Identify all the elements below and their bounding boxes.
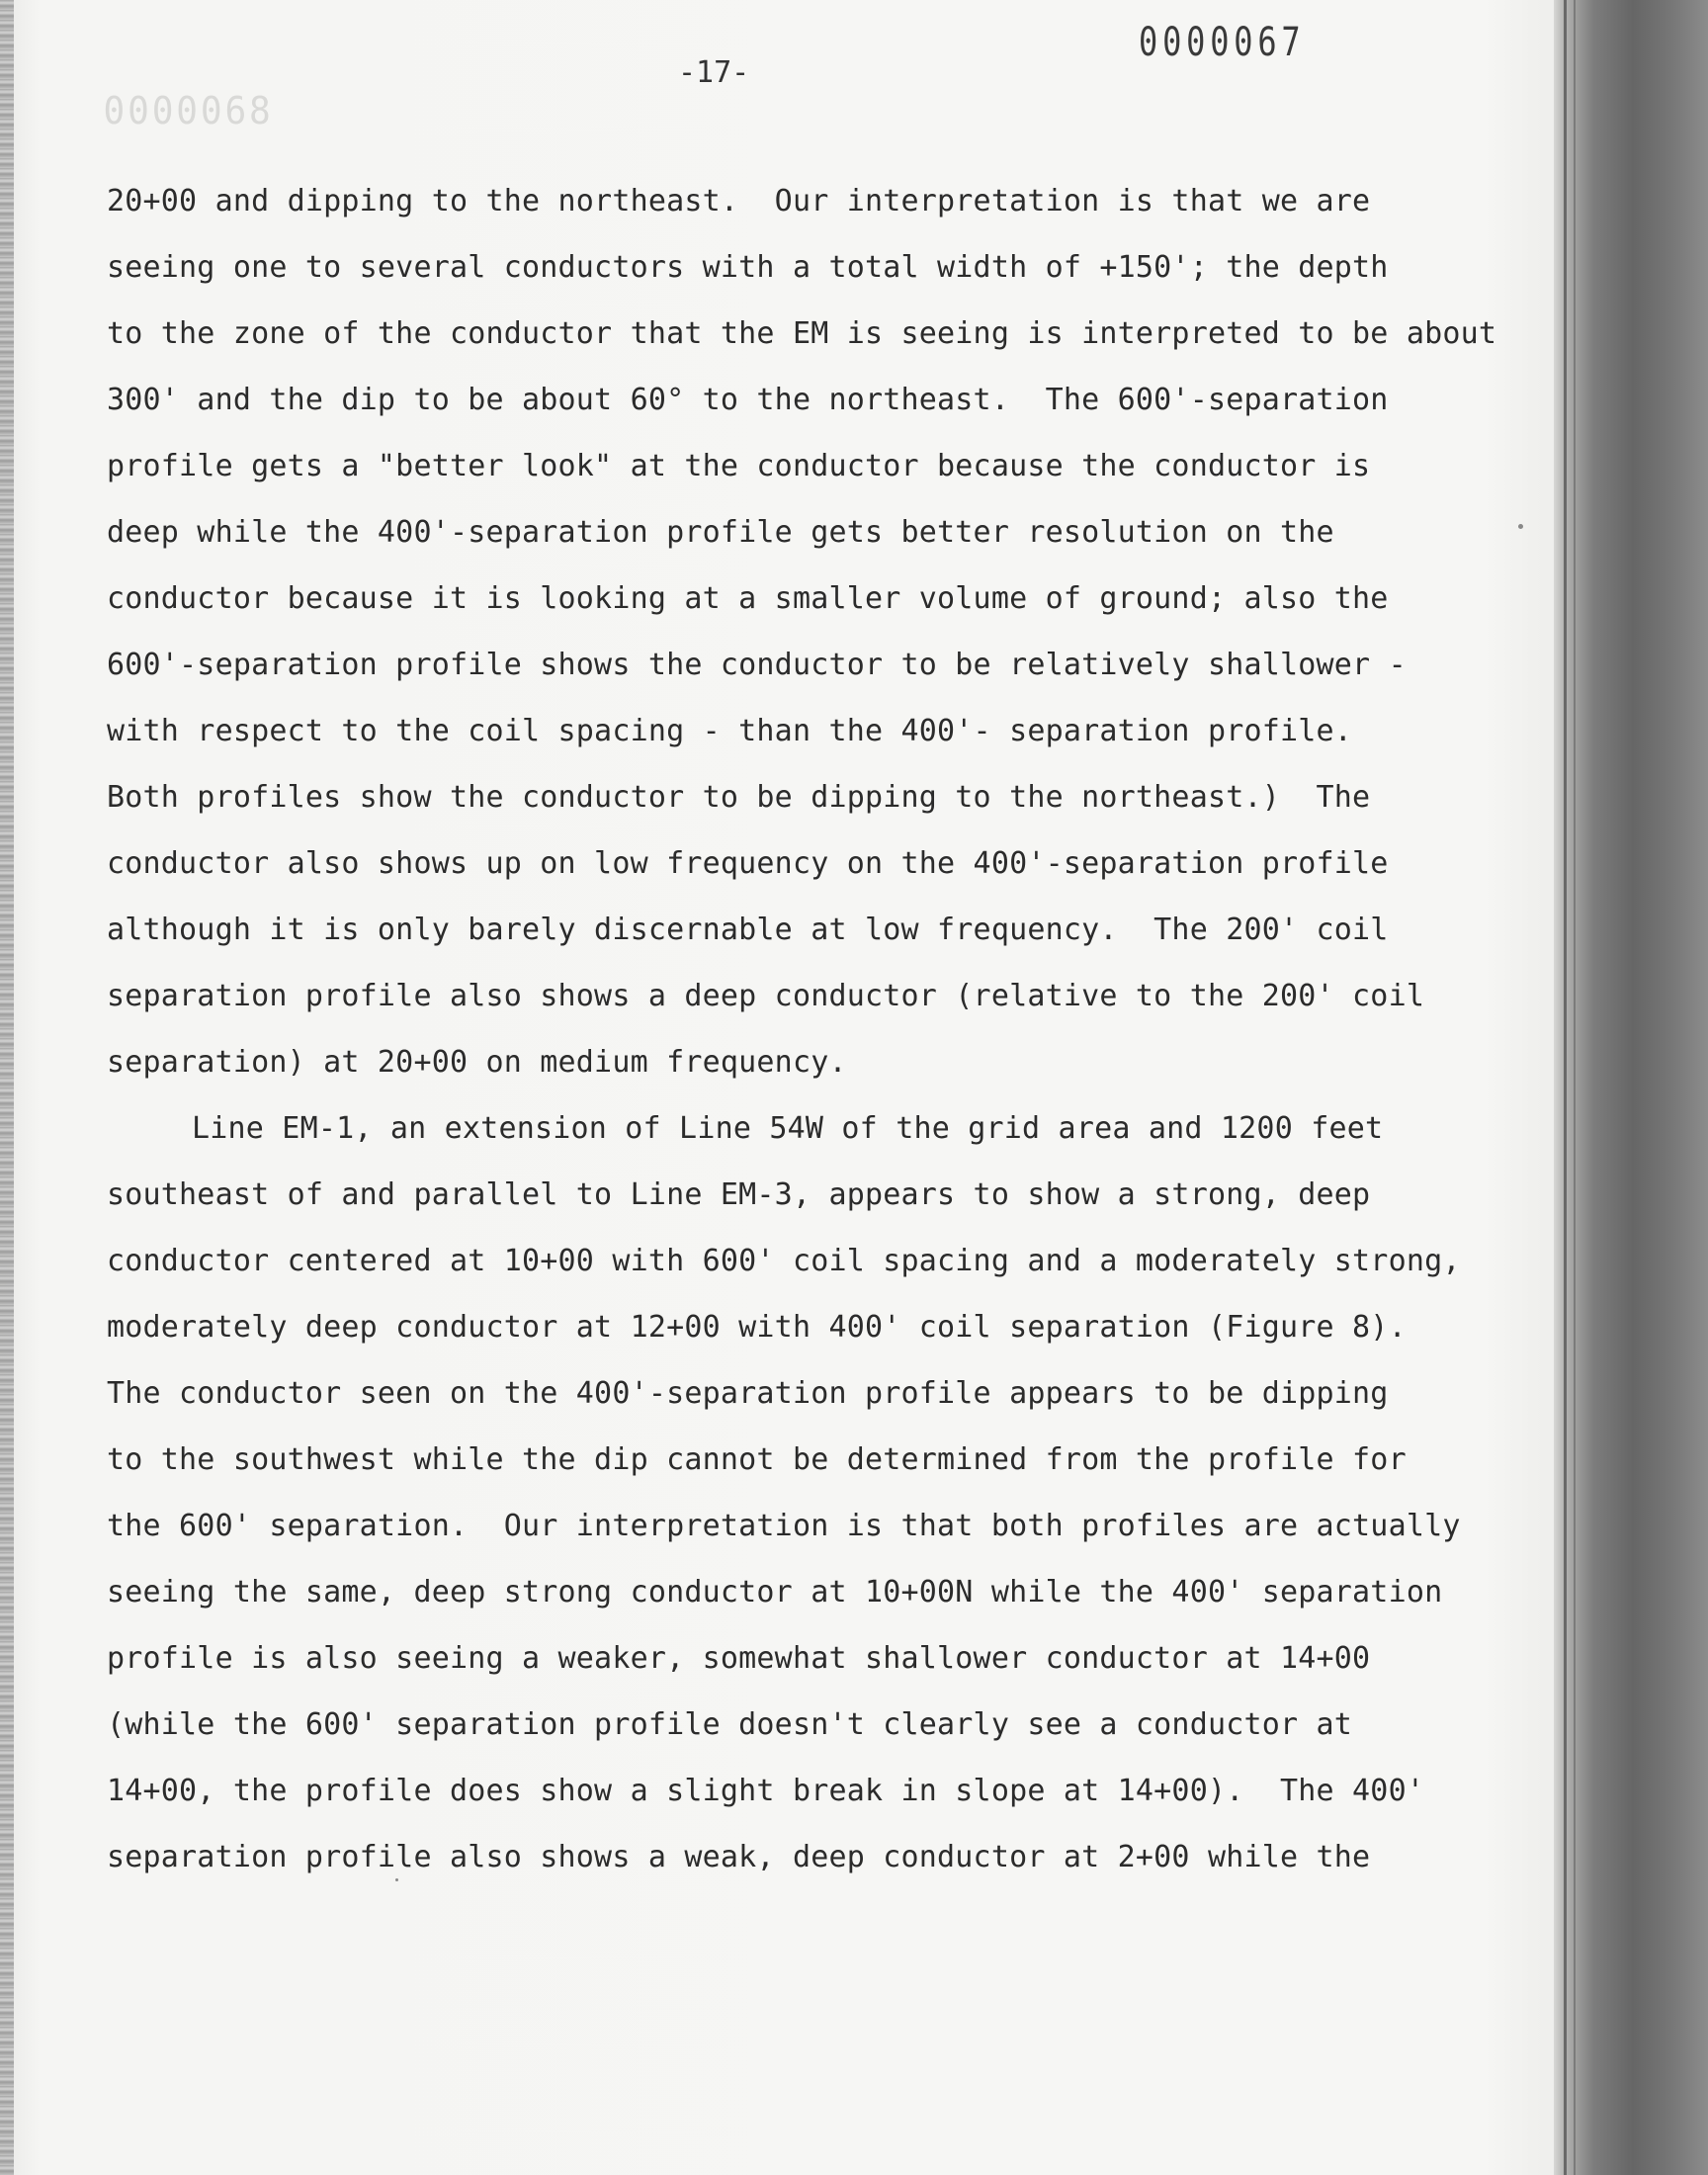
document-id-stamp: 0000067 xyxy=(1139,20,1306,65)
text-line: moderately deep conductor at 12+00 with 400' coil separation (Figure 8). xyxy=(107,1310,1407,1345)
text-line: conductor centered at 10+00 with 600' coil spacing and a moderately strong, xyxy=(107,1244,1461,1278)
text-line: Both profiles show the conductor to be dipping to the northeast.) The xyxy=(107,780,1371,815)
text-line: separation profile also shows a deep conductor (relative to the 200' coil xyxy=(107,979,1425,1013)
text-line: to the southwest while the dip cannot be determined from the profile for xyxy=(107,1442,1407,1477)
page-number: -17- xyxy=(678,55,750,90)
text-line: (while the 600' separation profile doesn't clearly see a conductor at xyxy=(107,1707,1353,1742)
text-line: 300' and the dip to be about 60° to the northeast. The 600'-separation xyxy=(107,383,1389,417)
text-line: 20+00 and dipping to the northeast. Our interpretation is that we are xyxy=(107,184,1371,218)
scan-speck xyxy=(1518,524,1523,529)
text-line: separation profile also shows a weak, deep conductor at 2+00 while the xyxy=(107,1840,1371,1874)
binding-edge-line-secondary xyxy=(1574,0,1576,2175)
text-line: conductor also shows up on low frequency on the 400'-separation profile xyxy=(107,846,1389,881)
text-line: Line EM-1, an extension of Line 54W of the grid area and 1200 feet xyxy=(192,1111,1384,1146)
text-line: seeing the same, deep strong conductor at 10+00N while the 400' separation xyxy=(107,1575,1443,1610)
text-line: seeing one to several conductors with a total width of +150'; the depth xyxy=(107,250,1389,285)
scan-speck xyxy=(395,1878,398,1881)
binding-edge-line xyxy=(1564,0,1567,2175)
text-line: profile gets a "better look" at the conductor because the conductor is xyxy=(107,449,1371,483)
text-line: 14+00, the profile does show a slight break in slope at 14+00). The 400' xyxy=(107,1774,1425,1808)
paragraph-1 xyxy=(107,168,1497,1095)
text-line: although it is only barely discernable at low frequency. The 200' coil xyxy=(107,913,1389,947)
text-line: with respect to the coil spacing - than the 400'- separation profile. xyxy=(107,714,1353,748)
paragraph-2 xyxy=(107,1095,1461,1890)
text-line: profile is also seeing a weaker, somewhat shallower conductor at 14+00 xyxy=(107,1641,1371,1676)
text-line: to the zone of the conductor that the EM is seeing is interpreted to be about xyxy=(107,316,1497,351)
text-line: separation) at 20+00 on medium frequency. xyxy=(107,1045,847,1080)
text-line: deep while the 400'-separation profile gets better resolution on the xyxy=(107,515,1334,550)
text-line: 600'-separation profile shows the conductor to be relatively shallower - xyxy=(107,648,1407,682)
bleed-through-stamp: 0000068 xyxy=(103,89,274,132)
text-line: the 600' separation. Our interpretation is that both profiles are actually xyxy=(107,1509,1461,1543)
binding-shadow xyxy=(1554,0,1708,2175)
text-line: southeast of and parallel to Line EM-3, appears to show a strong, deep xyxy=(107,1177,1371,1212)
page-left-edge-shadow xyxy=(0,0,14,2175)
text-line: conductor because it is looking at a smaller volume of ground; also the xyxy=(107,581,1389,616)
body-text xyxy=(107,168,1497,1890)
text-line: The conductor seen on the 400'-separation profile appears to be dipping xyxy=(107,1376,1389,1411)
